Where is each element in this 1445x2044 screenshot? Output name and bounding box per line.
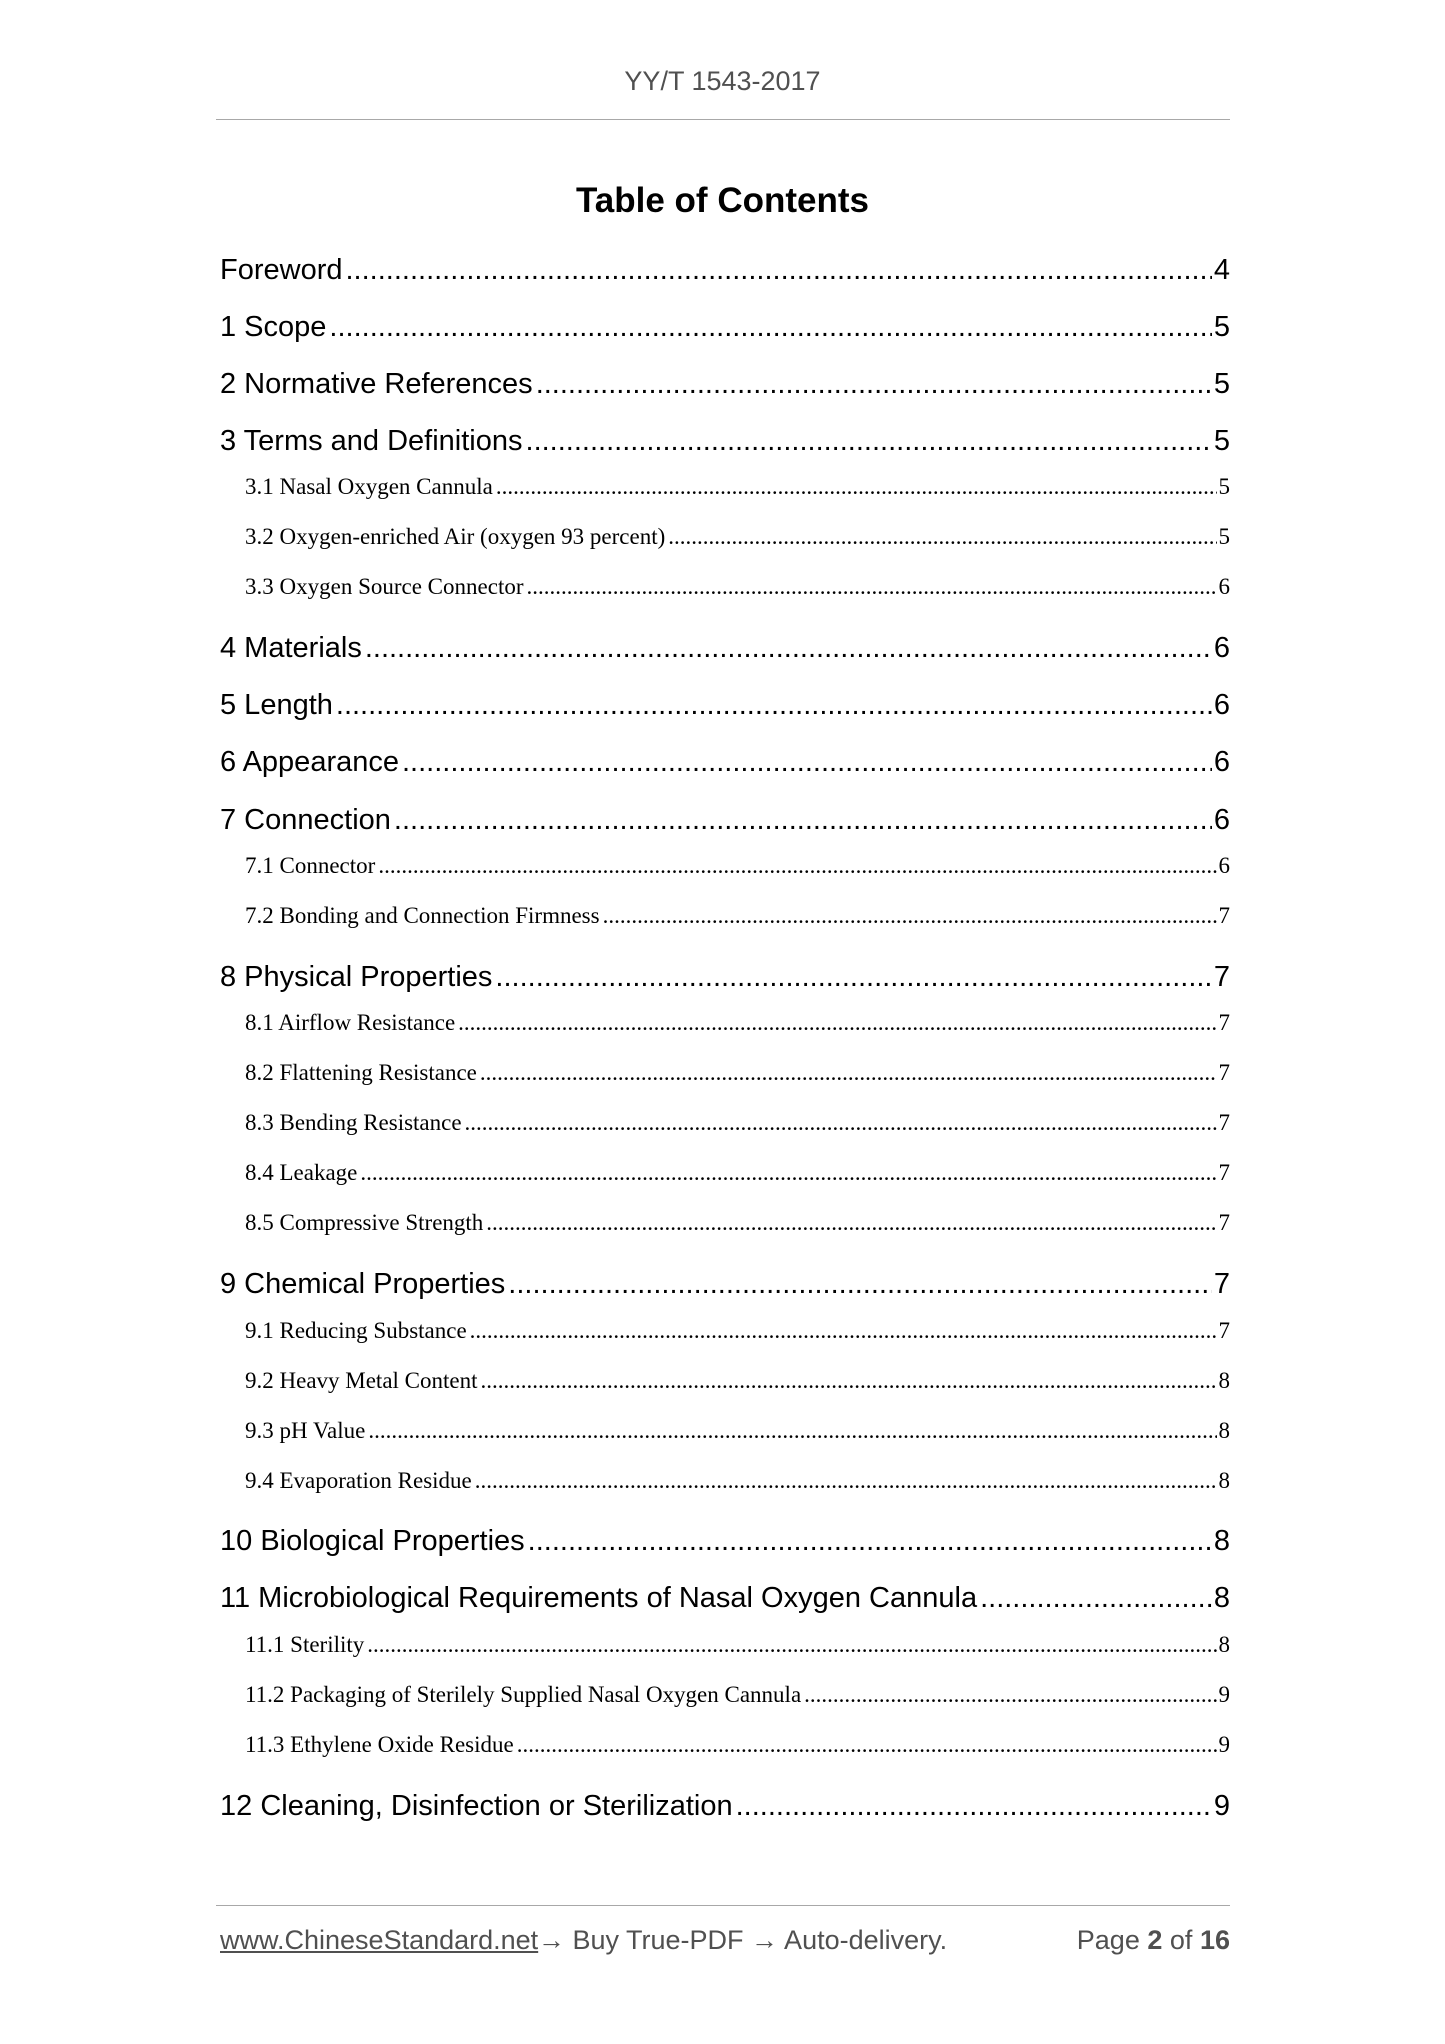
toc-entry-label: 8.2 Flattening Resistance (245, 1060, 477, 1085)
toc-dot-leader (465, 1110, 1217, 1136)
toc-entry-label: 7.1 Connector (245, 853, 376, 878)
toc-entry[interactable] (220, 1682, 1230, 1708)
toc-dot-leader (517, 1732, 1217, 1758)
toc-entry[interactable] (220, 311, 1230, 344)
toc-dot-leader (603, 903, 1217, 929)
toc-dot-leader (378, 853, 1216, 879)
toc-entry-page-number: 6 (1213, 746, 1230, 778)
toc-entry[interactable] (220, 1268, 1230, 1301)
toc-entry[interactable] (220, 1418, 1230, 1444)
toc-entry[interactable] (220, 1525, 1230, 1558)
total-pages-number: 16 (1199, 1925, 1230, 1955)
toc-entry[interactable] (220, 1160, 1230, 1186)
toc-entry-label: 9.1 Reducing Substance (245, 1318, 467, 1343)
toc-entry-label: 11.2 Packaging of Sterilely Supplied Nasal Oxygen Cannula (245, 1682, 802, 1707)
page-indicator (1077, 1925, 1230, 1956)
toc-entry[interactable] (220, 1010, 1230, 1036)
toc-dot-leader (486, 1210, 1216, 1236)
toc-dot-leader (508, 1268, 1212, 1301)
toc-entry[interactable] (220, 746, 1230, 779)
toc-entry-page-number: 7 (1213, 1268, 1230, 1300)
toc-entry[interactable] (220, 1110, 1230, 1136)
toc-entry-page-number: 9 (1218, 1732, 1230, 1757)
toc-entry-label: 3.1 Nasal Oxygen Cannula (245, 474, 493, 499)
toc-entry-label: 12 Cleaning, Disinfection or Sterilization (220, 1790, 733, 1822)
toc-entry-label: 11.1 Sterility (245, 1632, 365, 1657)
toc-entry[interactable] (220, 689, 1230, 722)
toc-dot-leader (536, 368, 1212, 401)
toc-entry[interactable] (220, 903, 1230, 929)
footer-divider (216, 1905, 1230, 1906)
toc-entry-label: 7.2 Bonding and Connection Firmness (245, 903, 600, 928)
toc-entry-page-number: 7 (1218, 903, 1230, 928)
toc-dot-leader (481, 1368, 1217, 1394)
toc-dot-leader (804, 1682, 1216, 1708)
toc-dot-leader (394, 804, 1212, 837)
toc-dot-leader (528, 1525, 1212, 1558)
toc-entry-label: 9 Chemical Properties (220, 1268, 506, 1300)
toc-entry-label: 5 Length (220, 689, 333, 721)
toc-entry-page-number: 5 (1213, 311, 1230, 343)
toc-entry[interactable] (220, 961, 1230, 994)
toc-entry-label: 8.1 Airflow Resistance (245, 1010, 456, 1035)
toc-entry-label: Foreword (220, 254, 343, 286)
toc-dot-leader (365, 632, 1212, 665)
toc-dot-leader (336, 689, 1212, 722)
toc-dot-leader (475, 1468, 1217, 1494)
toc-dot-leader (527, 574, 1217, 600)
toc-entry[interactable] (220, 254, 1230, 287)
toc-entry-label: 9.2 Heavy Metal Content (245, 1368, 478, 1393)
toc-entry-label: 9.4 Evaporation Residue (245, 1468, 472, 1493)
toc-entry-page-number: 7 (1218, 1318, 1230, 1343)
toc-dot-leader (346, 254, 1212, 287)
toc-dot-leader (402, 746, 1212, 779)
toc-entry[interactable] (220, 524, 1230, 550)
chinesestandard-link[interactable]: www.ChineseStandard.net (220, 1925, 539, 1955)
toc-entry-page-number: 6 (1213, 689, 1230, 721)
header-divider (216, 119, 1230, 120)
toc-entry[interactable] (220, 853, 1230, 879)
toc-entry-page-number: 7 (1218, 1210, 1230, 1235)
toc-entry-label: 11.3 Ethylene Oxide Residue (245, 1732, 514, 1757)
toc-entry[interactable] (220, 1060, 1230, 1086)
page-word: Page (1076, 1925, 1140, 1955)
toc-entry-page-number: 8 (1218, 1468, 1230, 1493)
toc-entry-label: 10 Biological Properties (220, 1525, 525, 1557)
toc-entry[interactable] (220, 1318, 1230, 1344)
toc-entry[interactable] (220, 632, 1230, 665)
toc-entry-page-number: 6 (1218, 853, 1230, 878)
toc-entry[interactable] (220, 1790, 1230, 1823)
toc-entry-page-number: 8 (1218, 1632, 1230, 1657)
toc-entry-label: 3 Terms and Definitions (220, 425, 523, 457)
toc-entry[interactable] (220, 574, 1230, 600)
toc-dot-leader (368, 1418, 1216, 1444)
toc-entry-page-number: 7 (1218, 1010, 1230, 1035)
toc-dot-leader (668, 524, 1216, 550)
toc-entry-page-number: 9 (1218, 1682, 1230, 1707)
toc-dot-leader (367, 1632, 1216, 1658)
toc-entry-label: 7 Connection (220, 804, 391, 836)
toc-dot-leader (329, 311, 1211, 344)
toc-entry-label: 3.3 Oxygen Source Connector (245, 574, 524, 599)
toc-dot-leader (526, 425, 1212, 458)
toc-entry-page-number: 5 (1213, 368, 1230, 400)
toc-entry-page-number: 6 (1218, 574, 1230, 599)
toc-entry[interactable] (220, 474, 1230, 500)
toc-entry-page-number: 8 (1218, 1418, 1230, 1443)
toc-dot-leader (470, 1318, 1217, 1344)
toc-entry-page-number: 7 (1213, 961, 1230, 993)
toc-entry[interactable] (220, 1582, 1230, 1615)
toc-dot-leader (360, 1160, 1216, 1186)
toc-entry[interactable] (220, 425, 1230, 458)
toc-entry[interactable] (220, 1632, 1230, 1658)
current-page-number: 2 (1147, 1925, 1163, 1955)
toc-entry-page-number: 4 (1213, 254, 1230, 286)
toc-entry-label: 8.5 Compressive Strength (245, 1210, 484, 1235)
toc-entry-label: 6 Appearance (220, 746, 399, 778)
toc-dot-leader (736, 1790, 1212, 1823)
document-code-header: YY/T 1543-2017 (624, 66, 821, 96)
toc-entry-label: 8.3 Bending Resistance (245, 1110, 462, 1135)
toc-entry-label: 4 Materials (220, 632, 362, 664)
toc-entry-page-number: 6 (1213, 804, 1230, 836)
toc-dot-leader (495, 961, 1211, 994)
toc-entry-page-number: 8 (1213, 1525, 1230, 1557)
toc-entry-page-number: 9 (1213, 1790, 1230, 1822)
toc-entry-page-number: 8 (1218, 1368, 1230, 1393)
toc-entry-page-number: 7 (1218, 1060, 1230, 1085)
of-word: of (1169, 1925, 1193, 1955)
toc-entry[interactable] (220, 1210, 1230, 1236)
toc-dot-leader (480, 1060, 1217, 1086)
toc-entry[interactable] (220, 804, 1230, 837)
toc-dot-leader (458, 1010, 1216, 1036)
toc-entry-label: 9.3 pH Value (245, 1418, 366, 1443)
toc-dot-leader (496, 474, 1217, 500)
toc-entry-label: 3.2 Oxygen-enriched Air (oxygen 93 percent) (245, 524, 666, 549)
toc-entry-label: 2 Normative References (220, 368, 533, 400)
toc-entry[interactable] (220, 368, 1230, 401)
toc-entry-page-number: 7 (1218, 1110, 1230, 1135)
toc-entry[interactable] (220, 1468, 1230, 1494)
toc-entry-page-number: 6 (1213, 632, 1230, 664)
toc-entry-page-number: 8 (1213, 1582, 1230, 1614)
toc-entry-page-number: 7 (1218, 1160, 1230, 1185)
toc-entry[interactable] (220, 1368, 1230, 1394)
footer-tagline: → Buy True-PDF → Auto-delivery. (538, 1925, 948, 1955)
toc-title: Table of Contents (576, 181, 869, 220)
toc-entry-page-number: 5 (1213, 425, 1230, 457)
toc-entry-label: 11 Microbiological Requirements of Nasal Oxygen Cannula (220, 1582, 978, 1614)
toc-dot-leader (980, 1582, 1212, 1615)
toc-entry-label: 8 Physical Properties (220, 961, 493, 993)
toc-entry-page-number: 5 (1218, 524, 1230, 549)
toc-entry-label: 1 Scope (220, 311, 327, 343)
toc-entry-page-number: 5 (1218, 474, 1230, 499)
toc-entry[interactable] (220, 1732, 1230, 1758)
toc-entry-label: 8.4 Leakage (245, 1160, 358, 1185)
